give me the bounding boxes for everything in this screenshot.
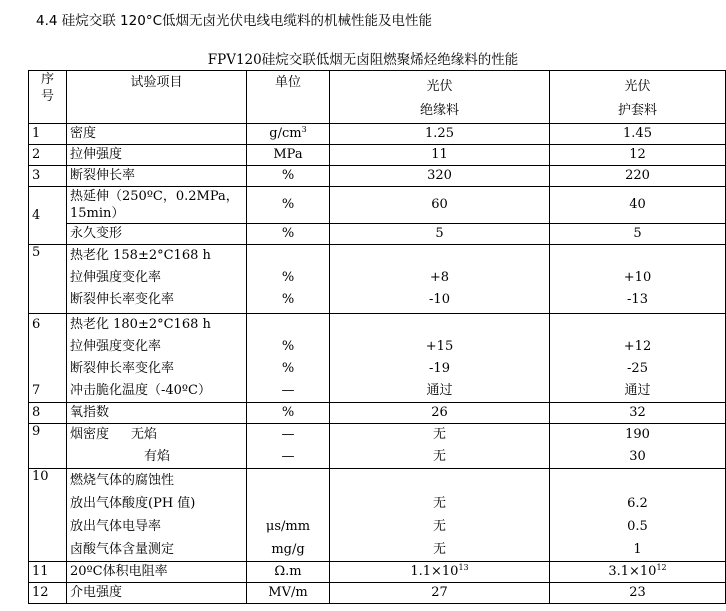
header-insulation: 光伏 绝缘料 <box>330 71 550 124</box>
unit-cell: Ω.m <box>247 562 330 583</box>
insulation-value: +8 -10 <box>330 245 550 314</box>
unit-cell: % <box>247 166 330 187</box>
sheath-value: 23 <box>550 583 726 604</box>
unit-cell: % <box>247 403 330 424</box>
unit-cell: — — <box>247 424 330 469</box>
properties-table <box>28 70 726 604</box>
row-number: 2 <box>29 145 67 166</box>
insulation-value: 无 无 无 <box>330 469 550 562</box>
insulation-value: 320 <box>330 166 550 187</box>
test-item: 烟密度 无焰 有焰 <box>67 424 247 469</box>
sheath-value: +12 -25 通过 <box>550 314 726 403</box>
test-item: 介电强度 <box>67 583 247 604</box>
sheath-value: $3.1\times 10^{12}$ <box>550 562 726 583</box>
row-number: 8 <box>29 403 67 424</box>
table-row <box>29 314 726 403</box>
insulation-value: 60 <box>330 187 550 224</box>
insulation-value: 5 <box>330 224 550 245</box>
section-heading: 4.4 硅烷交联 120°C低烟无卤光伏电线电缆料的机械性能及电性能 <box>36 13 432 29</box>
row-number: 5 <box>29 245 67 314</box>
insulation-value: 26 <box>330 403 550 424</box>
test-item: 热老化 180±2°C168 h 拉伸强度变化率 断裂伸长率变化率 冲击脆化温度（-40ºC） <box>67 314 247 403</box>
test-item: 热延伸（250ºC，0.2MPa， 15min） <box>67 187 247 224</box>
test-item: 永久变形 <box>67 224 247 245</box>
row-number: 12 <box>29 583 67 604</box>
table-row <box>29 424 726 469</box>
table-row <box>29 166 726 187</box>
header-item: 试验项目 <box>67 71 247 124</box>
insulation-value: +15 -19 通过 <box>330 314 550 403</box>
unit-cell: % % <box>247 245 330 314</box>
sheath-value: 190 30 <box>550 424 726 469</box>
sheath-value: 6.2 0.5 1 <box>550 469 726 562</box>
sheath-value: 12 <box>550 145 726 166</box>
sheath-value: +10 -13 <box>550 245 726 314</box>
header-unit: 单位 <box>247 71 330 124</box>
table-row <box>29 245 726 314</box>
test-item: 燃烧气体的腐蚀性 放出气体酸度(PH 值) 放出气体电导率 卤酸气体含量测定 <box>67 469 247 562</box>
insulation-value: 1.25 <box>330 124 550 145</box>
test-item: 拉伸强度 <box>67 145 247 166</box>
test-item: 密度 <box>67 124 247 145</box>
unit-cell: % <box>247 224 330 245</box>
test-item: 氧指数 <box>67 403 247 424</box>
sheath-value: 5 <box>550 224 726 245</box>
test-item: 20ºC体积电阻率 <box>67 562 247 583</box>
header-row <box>29 71 726 124</box>
insulation-value: 无 无 <box>330 424 550 469</box>
row-number: 1 <box>29 124 67 145</box>
header-seq: 序 号 <box>29 71 67 124</box>
sheath-value: 220 <box>550 166 726 187</box>
test-item: 断裂伸长率 <box>67 166 247 187</box>
row-number: 4 <box>29 187 67 245</box>
unit-cell: $g/cm^3$ <box>247 124 330 145</box>
unit-cell: % <box>247 187 330 224</box>
table-row <box>29 583 726 604</box>
insulation-value: $1.1\times 10^{13}$ <box>330 562 550 583</box>
table-row <box>29 562 726 583</box>
row-number: 9 <box>29 424 67 469</box>
header-sheath: 光伏 护套料 <box>550 71 726 124</box>
sheath-value: 32 <box>550 403 726 424</box>
table-row <box>29 403 726 424</box>
row-number: 11 <box>29 562 67 583</box>
unit-cell: MPa <box>247 145 330 166</box>
insulation-value: 11 <box>330 145 550 166</box>
table-row <box>29 469 726 562</box>
row-number: 6 7 <box>29 314 67 403</box>
insulation-value: 27 <box>330 583 550 604</box>
sheath-value: 40 <box>550 187 726 224</box>
table-row <box>29 187 726 224</box>
test-item: 热老化 158±2°C168 h 拉伸强度变化率 断裂伸长率变化率 <box>67 245 247 314</box>
table-row <box>29 224 726 245</box>
unit-cell: MV/m <box>247 583 330 604</box>
unit-cell: % % — <box>247 314 330 403</box>
row-number: 10 <box>29 469 67 562</box>
unit-cell: μs/mm mg/g <box>247 469 330 562</box>
table-row <box>29 124 726 145</box>
row-number: 3 <box>29 166 67 187</box>
table-row <box>29 145 726 166</box>
table-title: FPV120硅烷交联低烟无卤阻燃聚烯烃绝缘料的性能 <box>207 52 519 68</box>
sheath-value: 1.45 <box>550 124 726 145</box>
